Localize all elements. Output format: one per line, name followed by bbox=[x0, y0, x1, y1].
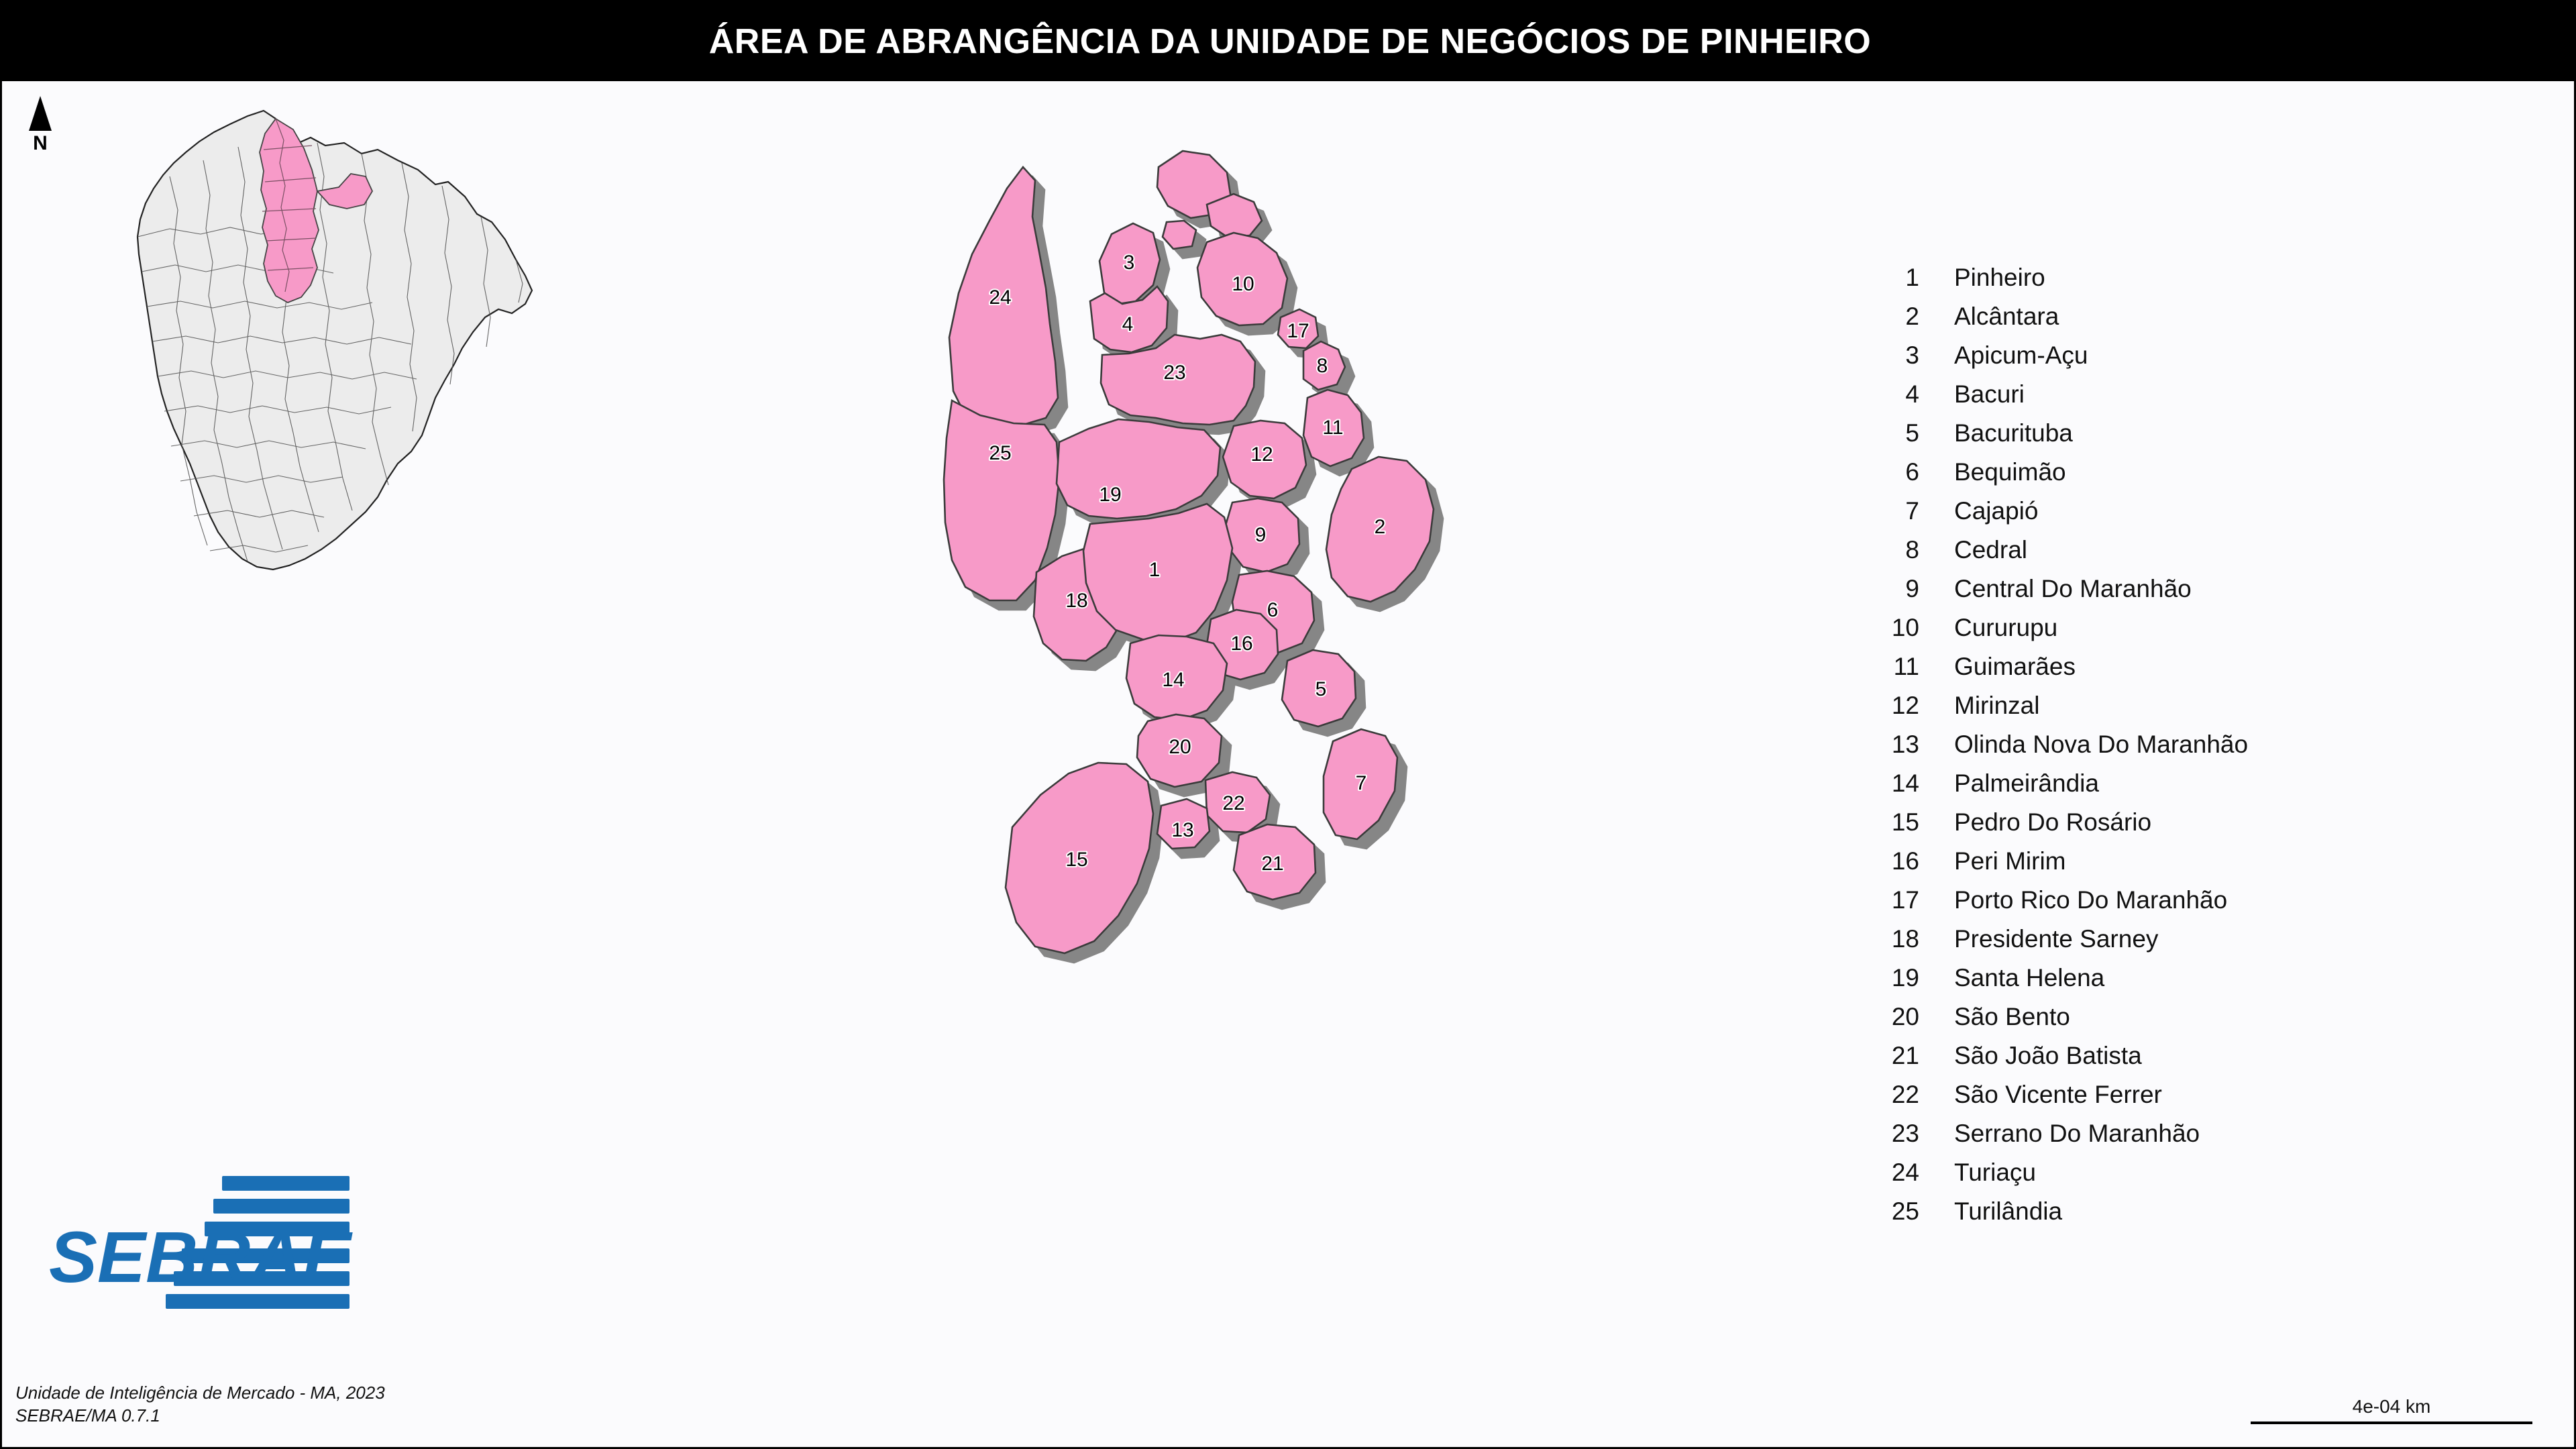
legend-label: São Vicente Ferrer bbox=[1954, 1081, 2162, 1108]
legend-item bbox=[1867, 458, 2511, 497]
legend-number: 1 bbox=[1905, 264, 1919, 291]
legend-item bbox=[1867, 575, 2511, 614]
legend-number: 2 bbox=[1905, 303, 1919, 330]
map-label-9: 9 bbox=[1254, 523, 1267, 546]
legend-number: 12 bbox=[1891, 692, 1919, 719]
legend-item bbox=[1867, 886, 2511, 925]
scale-bar-label: 4e-04 km bbox=[2352, 1396, 2431, 1417]
legend-item bbox=[1867, 692, 2511, 731]
legend-label: Peri Mirim bbox=[1954, 847, 2066, 875]
legend-number: 6 bbox=[1905, 458, 1919, 486]
map-label-24: 24 bbox=[989, 286, 1012, 309]
legend-number: 3 bbox=[1905, 341, 1919, 369]
map-label-1: 1 bbox=[1148, 558, 1161, 581]
map-label-6: 6 bbox=[1267, 598, 1279, 621]
legend-label: Presidente Sarney bbox=[1954, 925, 2159, 953]
legend-label: Pinheiro bbox=[1954, 264, 2045, 291]
legend-number: 11 bbox=[1893, 653, 1919, 680]
map-label-2: 2 bbox=[1374, 515, 1386, 538]
legend-label: Guimarães bbox=[1954, 653, 2076, 680]
legend-label: Bacuri bbox=[1954, 380, 2025, 408]
legend-item bbox=[1867, 1197, 2511, 1236]
legend-number: 22 bbox=[1891, 1081, 1919, 1108]
legend-number: 21 bbox=[1891, 1042, 1919, 1069]
legend-label: Turiaçu bbox=[1954, 1159, 2037, 1186]
legend-label: Bequimão bbox=[1954, 458, 2066, 486]
legend-label: Apicum-Açu bbox=[1954, 341, 2088, 369]
legend-item bbox=[1867, 536, 2511, 575]
legend-item bbox=[1867, 303, 2511, 341]
legend-item bbox=[1867, 1042, 2511, 1081]
legend-item bbox=[1867, 1159, 2511, 1197]
legend-item bbox=[1867, 264, 2511, 303]
title-bar bbox=[2, 2, 2576, 81]
sebrae-wordmark: SEBRAE bbox=[49, 1216, 352, 1297]
map-label-7: 7 bbox=[1355, 771, 1367, 794]
legend-label: Porto Rico Do Maranhão bbox=[1954, 886, 2228, 914]
legend-number: 8 bbox=[1905, 536, 1919, 564]
map-label-14: 14 bbox=[1162, 668, 1185, 691]
scale-bar bbox=[2251, 1396, 2532, 1424]
legend-number: 14 bbox=[1891, 769, 1919, 797]
map-label-21: 21 bbox=[1261, 852, 1284, 875]
map-label-13: 13 bbox=[1171, 818, 1194, 841]
legend-number: 5 bbox=[1905, 419, 1919, 447]
map-label-4: 4 bbox=[1122, 313, 1134, 335]
legend-item bbox=[1867, 380, 2511, 419]
legend-number: 20 bbox=[1891, 1003, 1919, 1030]
legend-item bbox=[1867, 1081, 2511, 1120]
legend-item bbox=[1867, 847, 2511, 886]
main-region-map bbox=[834, 103, 1854, 1424]
legend-item bbox=[1867, 808, 2511, 847]
inset-state-outline bbox=[138, 111, 532, 570]
legend-number: 19 bbox=[1891, 964, 1919, 991]
legend-number: 4 bbox=[1905, 380, 1919, 408]
legend-label: Bacurituba bbox=[1954, 419, 2073, 447]
legend-number: 23 bbox=[1891, 1120, 1919, 1147]
map-label-17: 17 bbox=[1287, 319, 1309, 342]
north-arrow-icon bbox=[29, 96, 52, 131]
legend-label: Santa Helena bbox=[1954, 964, 2105, 991]
map-label-16: 16 bbox=[1230, 632, 1253, 655]
legend-label: Turilândia bbox=[1954, 1197, 2063, 1225]
north-arrow-label: N bbox=[33, 132, 48, 154]
map-label-5: 5 bbox=[1315, 678, 1327, 700]
legend-label: Central Do Maranhão bbox=[1954, 575, 2192, 602]
legend-item bbox=[1867, 341, 2511, 380]
legend-item bbox=[1867, 925, 2511, 964]
legend-number: 10 bbox=[1891, 614, 1919, 641]
legend-label: São Bento bbox=[1954, 1003, 2070, 1030]
legend-label: São João Batista bbox=[1954, 1042, 2142, 1069]
legend-label: Pedro Do Rosário bbox=[1954, 808, 2152, 836]
inset-locator-map bbox=[62, 96, 559, 633]
legend-item bbox=[1867, 1120, 2511, 1159]
legend bbox=[1867, 264, 2511, 1236]
legend-label: Mirinzal bbox=[1954, 692, 2040, 719]
map-label-23: 23 bbox=[1163, 361, 1186, 384]
legend-label: Cedral bbox=[1954, 536, 2027, 564]
map-label-19: 19 bbox=[1099, 483, 1122, 506]
legend-number: 16 bbox=[1891, 847, 1919, 875]
credits-line-2: SEBRAE/MA 0.7.1 bbox=[15, 1405, 160, 1426]
sebrae-logo bbox=[42, 1169, 512, 1317]
credits bbox=[15, 1382, 385, 1427]
map-label-22: 22 bbox=[1222, 792, 1245, 814]
map-label-20: 20 bbox=[1169, 735, 1191, 758]
map-label-11: 11 bbox=[1322, 416, 1344, 439]
legend-item bbox=[1867, 497, 2511, 536]
legend-number: 15 bbox=[1891, 808, 1919, 836]
north-arrow bbox=[17, 96, 64, 155]
legend-number: 18 bbox=[1891, 925, 1919, 953]
legend-item bbox=[1867, 614, 2511, 653]
legend-number: 13 bbox=[1891, 731, 1919, 758]
scale-bar-line bbox=[2251, 1421, 2532, 1424]
legend-number: 7 bbox=[1905, 497, 1919, 525]
legend-label: Cururupu bbox=[1954, 614, 2058, 641]
legend-number: 24 bbox=[1891, 1159, 1919, 1186]
legend-item bbox=[1867, 769, 2511, 808]
legend-label: Olinda Nova Do Maranhão bbox=[1954, 731, 2249, 758]
legend-label: Serrano Do Maranhão bbox=[1954, 1120, 2200, 1147]
credits-line-1: Unidade de Inteligência de Mercado - MA, 2023 bbox=[15, 1383, 385, 1403]
legend-label: Cajapió bbox=[1954, 497, 2039, 525]
legend-label: Alcântara bbox=[1954, 303, 2059, 330]
legend-label: Palmeirândia bbox=[1954, 769, 2099, 797]
map-label-18: 18 bbox=[1065, 589, 1088, 612]
map-label-25: 25 bbox=[989, 441, 1012, 464]
map-label-3: 3 bbox=[1123, 251, 1135, 274]
legend-item bbox=[1867, 964, 2511, 1003]
legend-item bbox=[1867, 1003, 2511, 1042]
legend-item bbox=[1867, 653, 2511, 692]
map-label-10: 10 bbox=[1232, 272, 1254, 295]
map-label-15: 15 bbox=[1065, 848, 1088, 871]
legend-item bbox=[1867, 419, 2511, 458]
map-label-8: 8 bbox=[1316, 354, 1328, 377]
page-title: ÁREA DE ABRANGÊNCIA DA UNIDADE DE NEGÓCIOS DE PINHEIRO bbox=[708, 22, 1872, 61]
map-label-12: 12 bbox=[1250, 443, 1273, 466]
legend-number: 25 bbox=[1891, 1197, 1919, 1225]
legend-number: 17 bbox=[1891, 886, 1919, 914]
legend-number: 9 bbox=[1905, 575, 1919, 602]
legend-item bbox=[1867, 731, 2511, 769]
